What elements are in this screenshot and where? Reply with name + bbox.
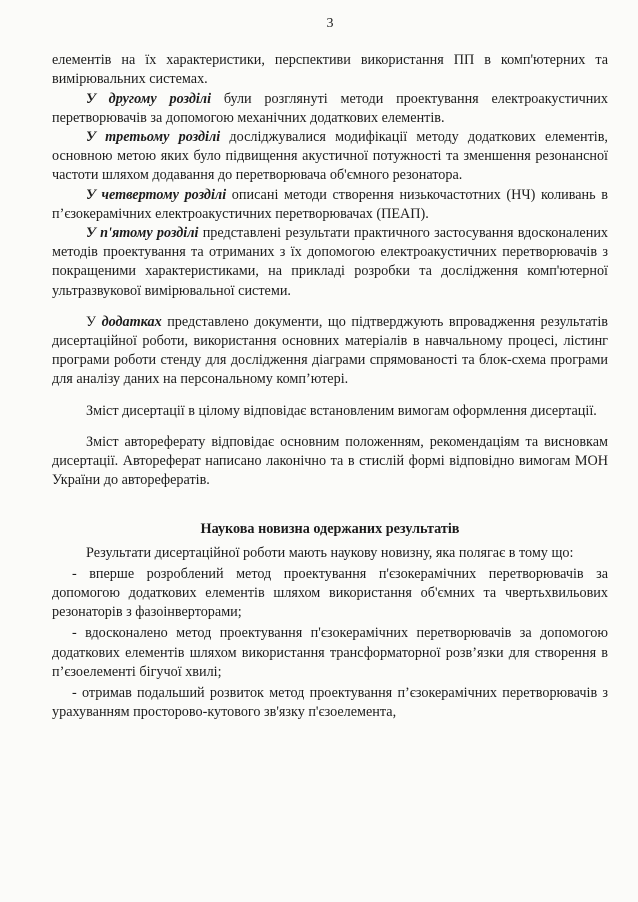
appendices-lead: додатках xyxy=(101,313,162,330)
section-3-lead: У третьому розділі xyxy=(86,129,221,146)
novelty-item-1: - вперше розроблений метод проектування п'єзокерамічних перетворювачів за допомогою додаткових елементів шляхом використання об'ємних та чвертьхвильових резонаторів з фазоінверторами; xyxy=(52,565,608,621)
appendices-paragraph xyxy=(52,313,608,390)
section-2-paragraph xyxy=(52,90,608,128)
novelty-intro: Результати дисертаційної роботи мають наукову новизну, яка полягає в тому що: xyxy=(86,544,574,561)
intro-tail-paragraph: елементів на їх характеристики, перспективи використання ПП в комп'ютерних та вимірювальних системах. xyxy=(52,52,608,88)
section-4-lead: У четвертому розділі xyxy=(86,186,227,203)
novelty-heading: Наукова новизна одержаних результатів xyxy=(200,521,460,538)
novelty-item-3: - отримав подальший розвиток метод проектування п’єзокерамічних перетворювачів з урахуванням просторово-кутового зв'язку п'єзоелемента, xyxy=(52,685,608,721)
section-3-paragraph xyxy=(52,128,608,186)
appendices-text: представлено документи, що підтверджують впровадження результатів дисертаційної роботи, використання основних матеріалів в навчальному процесі, лістинг програми роботи стенду для дослідження діаграми спрямованості та блок-схема програми для аналізу даних на персональному комп’ютері. xyxy=(52,313,609,388)
section-4-text: описані методи створення низькочастотних (НЧ) коливань в п’єзокерамічних електроакустичних перетворювачах (ПЕАП). xyxy=(52,186,608,222)
page-number: 3 xyxy=(326,16,334,31)
section-2-text: були розглянуті методи проектування електроакустичних перетворювачів за допомогою механічних додаткових елементів. xyxy=(52,90,608,126)
section-3-text: досліджувалися модифікації методу додаткових елементів, основною метою яких було підвищення акустичної потужності та зменшення резонансної частоти шляхом додавання до перетворювача об'ємного резонатора. xyxy=(52,129,608,184)
abstract-conformity-paragraph: Зміст автореферату відповідає основним положенням, рекомендаціям та висновкам дисертації. Автореферат написано лаконічно та в стислій формі відповідно вимогам МОН України до авторефератів. xyxy=(52,433,608,489)
section-4-paragraph xyxy=(52,186,608,224)
novelty-item-2: - вдосконалено метод проектування п'єзокерамічних перетворювачів за допомогою додаткових елементів шляхом використання трансформаторної розв’язки для створення в п’єзоелементі бігучої хвилі; xyxy=(52,625,608,680)
section-5-text: представлені результати практичного застосування вдосконалених методів проектування та отриманих з їх допомогою електроакустичних перетворювачів з покращеними характеристиками, на прикладі розробки та дослідження комп'ютерної ультразвукової вимірювальної системи. xyxy=(52,225,609,299)
appendices-prefix: У xyxy=(86,313,102,330)
section-2-lead: У другому розділі xyxy=(86,90,212,107)
section-5-paragraph xyxy=(52,224,608,301)
section-5-lead: У п'ятому розділі xyxy=(86,225,199,242)
content-conformity-paragraph: Зміст дисертації в цілому відповідає встановленим вимогам оформлення дисертації. xyxy=(86,402,597,419)
